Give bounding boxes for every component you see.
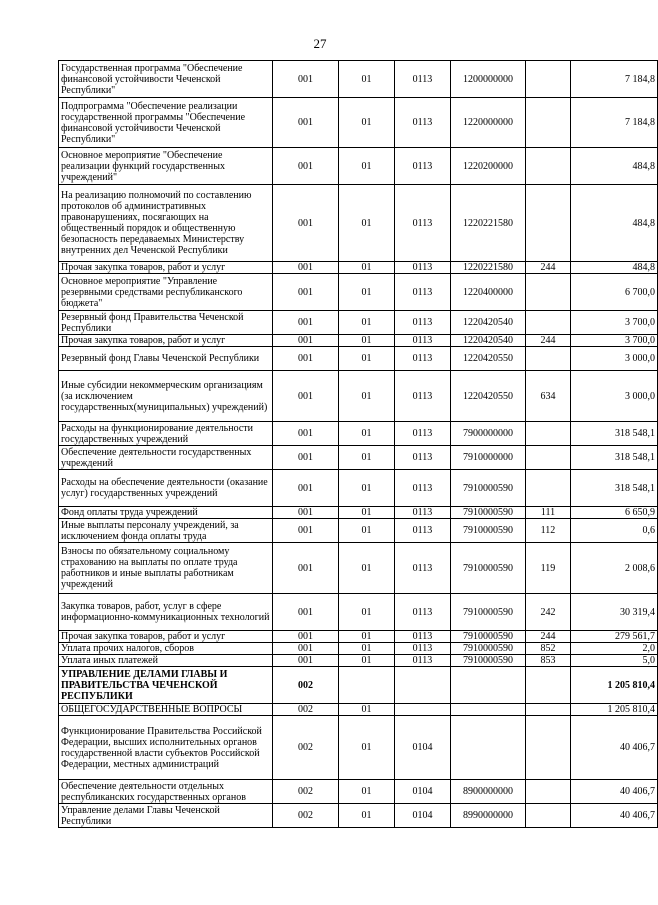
item-name: Иные выплаты персоналу учреждений, за исключением фонда оплаты труда <box>59 519 273 543</box>
target-article-code: 1200000000 <box>451 61 526 98</box>
item-name: Уплата иных платежей <box>59 655 273 667</box>
section-code: 01 <box>339 643 395 655</box>
amount: 7 184,8 <box>571 61 658 98</box>
item-name: ОБЩЕГОСУДАРСТВЕННЫЕ ВОПРОСЫ <box>59 704 273 716</box>
amount: 484,8 <box>571 148 658 185</box>
table-row <box>59 507 658 519</box>
subsection-code: 0113 <box>395 643 451 655</box>
ministry-code: 002 <box>273 716 339 780</box>
item-name: Фонд оплаты труда учреждений <box>59 507 273 519</box>
subsection-code: 0113 <box>395 274 451 311</box>
section-code: 01 <box>339 422 395 446</box>
subsection-code: 0113 <box>395 470 451 507</box>
amount: 6 700,0 <box>571 274 658 311</box>
section-code: 01 <box>339 148 395 185</box>
table-row <box>59 335 658 347</box>
amount: 7 184,8 <box>571 98 658 148</box>
target-article-code <box>451 704 526 716</box>
budget-table <box>58 60 658 828</box>
subsection-code: 0113 <box>395 335 451 347</box>
amount: 30 319,4 <box>571 594 658 631</box>
expense-type-code <box>526 422 571 446</box>
table-row <box>59 185 658 262</box>
subsection-code: 0113 <box>395 422 451 446</box>
ministry-code: 001 <box>273 274 339 311</box>
section-code: 01 <box>339 716 395 780</box>
subsection-code: 0113 <box>395 519 451 543</box>
subsection-code: 0113 <box>395 185 451 262</box>
item-name: Закупка товаров, работ, услуг в сфере информационно-коммуникационных технологий <box>59 594 273 631</box>
section-code: 01 <box>339 519 395 543</box>
item-name: Обеспечение деятельности отдельных республиканских государственных органов <box>59 780 273 804</box>
section-code <box>339 667 395 704</box>
table-row <box>59 519 658 543</box>
item-name: Прочая закупка товаров, работ и услуг <box>59 335 273 347</box>
expense-type-code <box>526 311 571 335</box>
subsection-code: 0113 <box>395 446 451 470</box>
ministry-code: 002 <box>273 704 339 716</box>
expense-type-code: 853 <box>526 655 571 667</box>
amount: 3 000,0 <box>571 347 658 371</box>
subsection-code: 0113 <box>395 61 451 98</box>
target-article-code: 8900000000 <box>451 780 526 804</box>
expense-type-code <box>526 667 571 704</box>
amount: 318 548,1 <box>571 470 658 507</box>
subsection-code: 0113 <box>395 98 451 148</box>
amount: 318 548,1 <box>571 446 658 470</box>
item-name: Управление делами Главы Чеченской Республики <box>59 804 273 828</box>
subsection-code: 0113 <box>395 311 451 335</box>
ministry-code: 001 <box>273 311 339 335</box>
section-code: 01 <box>339 543 395 594</box>
target-article-code: 8990000000 <box>451 804 526 828</box>
amount: 0,6 <box>571 519 658 543</box>
expense-type-code: 244 <box>526 335 571 347</box>
expense-type-code <box>526 274 571 311</box>
target-article-code: 1220400000 <box>451 274 526 311</box>
target-article-code: 1220420540 <box>451 311 526 335</box>
table-row <box>59 543 658 594</box>
target-article-code: 7910000590 <box>451 594 526 631</box>
item-name: Государственная программа "Обеспечение финансовой устойчивости Чеченской Республики" <box>59 61 273 98</box>
expense-type-code <box>526 704 571 716</box>
ministry-code: 001 <box>273 371 339 422</box>
subsection-code: 0104 <box>395 804 451 828</box>
expense-type-code <box>526 804 571 828</box>
item-name: Расходы на функционирование деятельности государственных учреждений <box>59 422 273 446</box>
item-name: На реализацию полномочий по составлению протоколов об административных правонарушениях, посягающих на общественный порядок и общественную безопасность передаваемых Министерству внутренних дел Чеченской Республики <box>59 185 273 262</box>
amount: 3 700,0 <box>571 311 658 335</box>
ministry-code: 001 <box>273 98 339 148</box>
subsection-code: 0113 <box>395 148 451 185</box>
amount: 40 406,7 <box>571 804 658 828</box>
section-code: 01 <box>339 335 395 347</box>
expense-type-code: 634 <box>526 371 571 422</box>
item-name: Обеспечение деятельности государственных учреждений <box>59 446 273 470</box>
item-name: Прочая закупка товаров, работ и услуг <box>59 631 273 643</box>
table-row <box>59 61 658 98</box>
table-row <box>59 274 658 311</box>
ministry-code: 001 <box>273 446 339 470</box>
section-code: 01 <box>339 655 395 667</box>
target-article-code: 7910000590 <box>451 643 526 655</box>
table-row <box>59 594 658 631</box>
expense-type-code <box>526 98 571 148</box>
subsection-code: 0113 <box>395 507 451 519</box>
item-name: Подпрограмма "Обеспечение реализации государственной программы "Обеспечение финансовой устойчивости Чеченской Республики" <box>59 98 273 148</box>
subsection-code: 0104 <box>395 780 451 804</box>
section-code: 01 <box>339 780 395 804</box>
subsection-code: 0113 <box>395 262 451 274</box>
section-code: 01 <box>339 631 395 643</box>
section-code: 01 <box>339 704 395 716</box>
target-article-code: 1220221580 <box>451 185 526 262</box>
expense-type-code <box>526 716 571 780</box>
amount: 1 205 810,4 <box>571 667 658 704</box>
expense-type-code <box>526 780 571 804</box>
ministry-code: 001 <box>273 422 339 446</box>
item-name: Резервный фонд Главы Чеченской Республики <box>59 347 273 371</box>
expense-type-code: 242 <box>526 594 571 631</box>
target-article-code: 7910000590 <box>451 543 526 594</box>
ministry-code: 002 <box>273 780 339 804</box>
target-article-code: 1220000000 <box>451 98 526 148</box>
amount: 3 700,0 <box>571 335 658 347</box>
table-row <box>59 780 658 804</box>
section-code: 01 <box>339 371 395 422</box>
target-article-code: 1220420540 <box>451 335 526 347</box>
subsection-code <box>395 704 451 716</box>
ministry-code: 001 <box>273 61 339 98</box>
ministry-code: 001 <box>273 519 339 543</box>
item-name: Резервный фонд Правительства Чеченской Республики <box>59 311 273 335</box>
target-article-code: 1220420550 <box>451 347 526 371</box>
table-row <box>59 667 658 704</box>
table-row <box>59 347 658 371</box>
section-code: 01 <box>339 61 395 98</box>
table-row <box>59 446 658 470</box>
section-code: 01 <box>339 804 395 828</box>
expense-type-code: 112 <box>526 519 571 543</box>
table-row <box>59 262 658 274</box>
target-article-code: 7900000000 <box>451 422 526 446</box>
target-article-code: 7910000000 <box>451 446 526 470</box>
expense-type-code <box>526 148 571 185</box>
subsection-code: 0113 <box>395 655 451 667</box>
table-row <box>59 704 658 716</box>
expense-type-code: 119 <box>526 543 571 594</box>
amount: 318 548,1 <box>571 422 658 446</box>
target-article-code <box>451 716 526 780</box>
subsection-code: 0113 <box>395 371 451 422</box>
expense-type-code: 244 <box>526 631 571 643</box>
item-name: Основное мероприятие "Обеспечение реализации функций государственных учреждений" <box>59 148 273 185</box>
amount: 484,8 <box>571 185 658 262</box>
section-code: 01 <box>339 594 395 631</box>
table-row <box>59 470 658 507</box>
item-name: Основное мероприятие "Управление резервными средствами республиканского бюджета" <box>59 274 273 311</box>
target-article-code: 1220221580 <box>451 262 526 274</box>
expense-type-code: 244 <box>526 262 571 274</box>
subsection-code <box>395 667 451 704</box>
item-name: Иные субсидии некоммерческим организациям (за исключением государственных(муниципальных) учреждений) <box>59 371 273 422</box>
ministry-code: 001 <box>273 347 339 371</box>
expense-type-code: 852 <box>526 643 571 655</box>
ministry-code: 001 <box>273 185 339 262</box>
item-name: Взносы по обязательному социальному страхованию на выплаты по оплате труда работников и иные выплаты работникам учреждений <box>59 543 273 594</box>
target-article-code: 1220200000 <box>451 148 526 185</box>
ministry-code: 002 <box>273 667 339 704</box>
amount: 6 650,9 <box>571 507 658 519</box>
amount: 484,8 <box>571 262 658 274</box>
table-row <box>59 311 658 335</box>
expense-type-code <box>526 470 571 507</box>
table-row <box>59 631 658 643</box>
expense-type-code <box>526 61 571 98</box>
amount: 3 000,0 <box>571 371 658 422</box>
subsection-code: 0113 <box>395 594 451 631</box>
ministry-code: 001 <box>273 507 339 519</box>
subsection-code: 0104 <box>395 716 451 780</box>
item-name: Уплата прочих налогов, сборов <box>59 643 273 655</box>
ministry-code: 001 <box>273 470 339 507</box>
ministry-code: 001 <box>273 262 339 274</box>
subsection-code: 0113 <box>395 347 451 371</box>
ministry-code: 002 <box>273 804 339 828</box>
table-row <box>59 655 658 667</box>
item-name: УПРАВЛЕНИЕ ДЕЛАМИ ГЛАВЫ И ПРАВИТЕЛЬСТВА ЧЕЧЕНСКОЙ РЕСПУБЛИКИ <box>59 667 273 704</box>
target-article-code: 7910000590 <box>451 470 526 507</box>
table-row <box>59 643 658 655</box>
table-row <box>59 148 658 185</box>
target-article-code: 7910000590 <box>451 631 526 643</box>
table-row <box>59 804 658 828</box>
ministry-code: 001 <box>273 594 339 631</box>
target-article-code: 7910000590 <box>451 507 526 519</box>
amount: 40 406,7 <box>571 716 658 780</box>
expense-type-code: 111 <box>526 507 571 519</box>
amount: 5,0 <box>571 655 658 667</box>
section-code: 01 <box>339 311 395 335</box>
amount: 2 008,6 <box>571 543 658 594</box>
target-article-code <box>451 667 526 704</box>
expense-type-code <box>526 446 571 470</box>
ministry-code: 001 <box>273 655 339 667</box>
target-article-code: 7910000590 <box>451 519 526 543</box>
item-name: Функционирование Правительства Российской Федерации, высших исполнительных органов государственной власти субъектов Российской Федерации, местных администраций <box>59 716 273 780</box>
amount: 1 205 810,4 <box>571 704 658 716</box>
amount: 40 406,7 <box>571 780 658 804</box>
section-code: 01 <box>339 470 395 507</box>
subsection-code: 0113 <box>395 631 451 643</box>
expense-type-code <box>526 347 571 371</box>
table-row <box>59 371 658 422</box>
amount: 2,0 <box>571 643 658 655</box>
section-code: 01 <box>339 446 395 470</box>
expense-type-code <box>526 185 571 262</box>
ministry-code: 001 <box>273 335 339 347</box>
section-code: 01 <box>339 507 395 519</box>
table-row <box>59 716 658 780</box>
ministry-code: 001 <box>273 148 339 185</box>
ministry-code: 001 <box>273 643 339 655</box>
amount: 279 561,7 <box>571 631 658 643</box>
ministry-code: 001 <box>273 631 339 643</box>
section-code: 01 <box>339 185 395 262</box>
ministry-code: 001 <box>273 543 339 594</box>
item-name: Прочая закупка товаров, работ и услуг <box>59 262 273 274</box>
subsection-code: 0113 <box>395 543 451 594</box>
section-code: 01 <box>339 98 395 148</box>
section-code: 01 <box>339 347 395 371</box>
table-row <box>59 422 658 446</box>
target-article-code: 1220420550 <box>451 371 526 422</box>
item-name: Расходы на обеспечение деятельности (оказание услуг) государственных учреждений <box>59 470 273 507</box>
page-number: 27 <box>313 36 327 51</box>
section-code: 01 <box>339 274 395 311</box>
table-row <box>59 98 658 148</box>
section-code: 01 <box>339 262 395 274</box>
target-article-code: 7910000590 <box>451 655 526 667</box>
